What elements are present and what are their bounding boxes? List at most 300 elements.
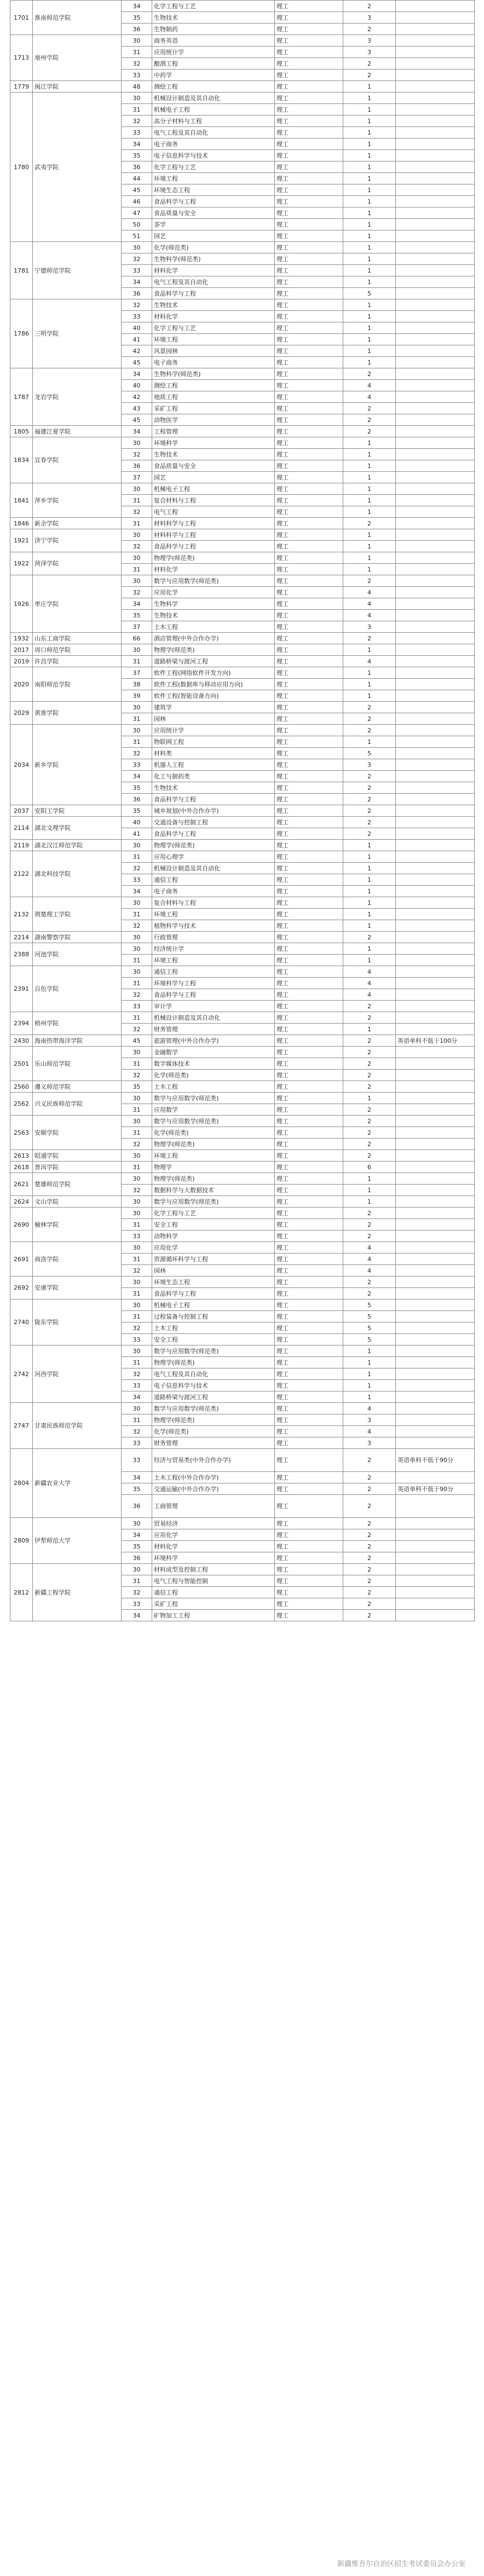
remark-cell xyxy=(396,47,475,58)
plan-count-cell: 3 xyxy=(343,759,396,771)
remark-cell xyxy=(396,840,475,851)
major-name-cell: 园艺 xyxy=(152,230,275,242)
major-name-cell: 环境工程 xyxy=(152,909,275,920)
major-code-cell: 33 xyxy=(122,1334,152,1345)
remark-cell xyxy=(396,1541,475,1552)
remark-cell xyxy=(396,70,475,81)
institution-name-cell: 萍乡学院 xyxy=(33,483,122,518)
institution-name-cell: 甘肃民族师范学院 xyxy=(33,1403,122,1449)
major-code-cell: 31 xyxy=(122,656,152,667)
subject-category-cell: 理工 xyxy=(275,932,343,943)
plan-count-cell: 3 xyxy=(343,1414,396,1426)
major-code-cell: 32 xyxy=(122,1426,152,1437)
subject-category-cell: 理工 xyxy=(275,506,343,518)
subject-category-cell: 理工 xyxy=(275,564,343,575)
institution-code-cell: 2613 xyxy=(10,1150,33,1162)
major-name-cell: 环境生态工程 xyxy=(152,184,275,196)
subject-category-cell: 理工 xyxy=(275,610,343,621)
plan-count-cell: 1 xyxy=(343,449,396,460)
institution-name-cell: 菏泽学院 xyxy=(33,552,122,575)
subject-category-cell: 理工 xyxy=(275,1598,343,1610)
remark-cell: 英语单科不低于90分 xyxy=(396,1483,475,1495)
plan-count-cell: 2 xyxy=(343,1277,396,1288)
major-code-cell: 31 xyxy=(122,1414,152,1426)
subject-category-cell: 理工 xyxy=(275,656,343,667)
major-code-cell: 41 xyxy=(122,828,152,840)
plan-count-cell: 4 xyxy=(343,1403,396,1414)
plan-count-cell: 4 xyxy=(343,1265,396,1277)
major-code-cell: 31 xyxy=(122,1127,152,1139)
plan-count-cell: 3 xyxy=(343,47,396,58)
major-name-cell: 应用化学 xyxy=(152,1529,275,1541)
remark-cell xyxy=(396,863,475,874)
major-name-cell: 食品科学与工程 xyxy=(152,1288,275,1299)
remark-cell xyxy=(396,184,475,196)
plan-count-cell: 1 xyxy=(343,529,396,541)
subject-category-cell: 理工 xyxy=(275,920,343,932)
plan-count-cell: 4 xyxy=(343,989,396,1001)
remark-cell xyxy=(396,391,475,403)
major-code-cell: 31 xyxy=(122,1219,152,1231)
plan-count-cell: 1 xyxy=(343,322,396,334)
remark-cell xyxy=(396,1265,475,1277)
major-code-cell: 37 xyxy=(122,621,152,633)
plan-count-cell: 3 xyxy=(343,35,396,47)
major-name-cell: 生物技术 xyxy=(152,12,275,24)
major-code-cell: 31 xyxy=(122,47,152,58)
institution-code-cell: 2017 xyxy=(10,644,33,656)
major-name-cell: 酿酒工程 xyxy=(152,58,275,70)
major-code-cell: 35 xyxy=(122,1541,152,1552)
major-code-cell: 47 xyxy=(122,207,152,219)
institution-name-cell: 楚雄师范学院 xyxy=(33,1173,122,1196)
remark-cell xyxy=(396,1185,475,1196)
remark-cell xyxy=(396,541,475,552)
major-name-cell: 食品质量与安全 xyxy=(152,460,275,472)
table-row xyxy=(10,1345,475,1357)
plan-count-cell: 1 xyxy=(343,1093,396,1104)
subject-category-cell: 理工 xyxy=(275,955,343,966)
major-code-cell: 31 xyxy=(122,713,152,725)
major-name-cell: 机械电子工程 xyxy=(152,104,275,115)
major-name-cell: 材料化学 xyxy=(152,1541,275,1552)
major-name-cell: 材料科学与工程 xyxy=(152,518,275,529)
plan-count-cell: 1 xyxy=(343,909,396,920)
plan-count-cell: 2 xyxy=(343,1495,396,1518)
major-name-cell: 电子信息科学与技术 xyxy=(152,1380,275,1391)
subject-category-cell: 理工 xyxy=(275,1093,343,1104)
major-name-cell: 物理学(师范类) xyxy=(152,1414,275,1426)
remark-cell xyxy=(396,529,475,541)
major-code-cell: 30 xyxy=(122,1403,152,1414)
remark-cell xyxy=(396,886,475,897)
major-name-cell: 风景园林 xyxy=(152,345,275,357)
major-code-cell: 31 xyxy=(122,1311,152,1322)
subject-category-cell: 理工 xyxy=(275,368,343,380)
plan-count-cell: 2 xyxy=(343,1472,396,1483)
remark-cell xyxy=(396,610,475,621)
major-code-cell: 33 xyxy=(122,759,152,771)
remark-cell xyxy=(396,1345,475,1357)
major-code-cell: 32 xyxy=(122,1587,152,1598)
institution-code-cell: 2119 xyxy=(10,840,33,851)
table-row xyxy=(10,1196,475,1208)
major-code-cell: 30 xyxy=(122,897,152,909)
subject-category-cell: 理工 xyxy=(275,35,343,47)
subject-category-cell: 理工 xyxy=(275,897,343,909)
institution-name-cell: 梧州学院 xyxy=(33,1012,122,1035)
subject-category-cell: 理工 xyxy=(275,1610,343,1621)
major-code-cell: 31 xyxy=(122,736,152,748)
remark-cell xyxy=(396,1610,475,1621)
subject-category-cell: 理工 xyxy=(275,702,343,713)
remark-cell xyxy=(396,1288,475,1299)
major-code-cell: 31 xyxy=(122,564,152,575)
major-code-cell: 31 xyxy=(122,1288,152,1299)
table-row xyxy=(10,1047,475,1058)
subject-category-cell: 理工 xyxy=(275,1483,343,1495)
remark-cell xyxy=(396,449,475,460)
remark-cell xyxy=(396,920,475,932)
table-row xyxy=(10,817,475,828)
remark-cell xyxy=(396,1299,475,1311)
remark-cell xyxy=(396,1529,475,1541)
institution-name-cell: 河西学院 xyxy=(33,1345,122,1403)
plan-count-cell: 2 xyxy=(343,1598,396,1610)
subject-category-cell: 理工 xyxy=(275,299,343,311)
major-name-cell: 电气工程及其自动化 xyxy=(152,276,275,288)
plan-count-cell: 1 xyxy=(343,472,396,483)
major-code-cell: 33 xyxy=(122,1380,152,1391)
plan-count-cell: 2 xyxy=(343,426,396,437)
table-row xyxy=(10,932,475,943)
remark-cell xyxy=(396,253,475,265)
table-row xyxy=(10,552,475,564)
subject-category-cell: 理工 xyxy=(275,552,343,564)
subject-category-cell: 理工 xyxy=(275,771,343,782)
subject-category-cell: 理工 xyxy=(275,644,343,656)
plan-count-cell: 2 xyxy=(343,403,396,414)
major-name-cell: 生物制药 xyxy=(152,24,275,35)
institution-code-cell: 2562 xyxy=(10,1093,33,1116)
major-code-cell: 32 xyxy=(122,1139,152,1150)
major-name-cell: 生物技术 xyxy=(152,610,275,621)
subject-category-cell: 理工 xyxy=(275,1162,343,1173)
subject-category-cell: 理工 xyxy=(275,403,343,414)
major-name-cell: 材料化学 xyxy=(152,311,275,322)
table-row xyxy=(10,575,475,587)
major-code-cell: 33 xyxy=(122,127,152,138)
institution-code-cell: 2618 xyxy=(10,1162,33,1173)
plan-count-cell: 1 xyxy=(343,667,396,679)
major-code-cell: 35 xyxy=(122,150,152,161)
major-name-cell: 生物技术 xyxy=(152,449,275,460)
plan-count-cell: 1 xyxy=(343,495,396,506)
table-row xyxy=(10,368,475,380)
subject-category-cell: 理工 xyxy=(275,978,343,989)
subject-category-cell: 理工 xyxy=(275,1472,343,1483)
major-code-cell: 30 xyxy=(122,1277,152,1288)
plan-count-cell: 4 xyxy=(343,966,396,978)
plan-count-cell: 1 xyxy=(343,437,396,449)
institution-code-cell: 1932 xyxy=(10,633,33,644)
institution-code-cell: 2747 xyxy=(10,1403,33,1449)
subject-category-cell: 理工 xyxy=(275,1139,343,1150)
subject-category-cell: 理工 xyxy=(275,598,343,610)
major-name-cell: 土木工程(中外合作办学) xyxy=(152,1472,275,1483)
plan-count-cell: 2 xyxy=(343,1288,396,1299)
institution-name-cell: 文山学院 xyxy=(33,1196,122,1208)
major-code-cell: 35 xyxy=(122,610,152,621)
remark-cell xyxy=(396,265,475,276)
remark-cell xyxy=(396,1322,475,1334)
institution-code-cell: 2029 xyxy=(10,702,33,725)
institution-code-cell: 2114 xyxy=(10,817,33,840)
plan-count-cell: 2 xyxy=(343,1449,396,1472)
remark-cell xyxy=(396,1598,475,1610)
subject-category-cell: 理工 xyxy=(275,265,343,276)
major-name-cell: 交通设备与控制工程 xyxy=(152,817,275,828)
plan-count-cell: 2 xyxy=(343,1035,396,1047)
major-name-cell: 园林 xyxy=(152,1265,275,1277)
major-code-cell: 33 xyxy=(122,70,152,81)
major-code-cell: 30 xyxy=(122,644,152,656)
major-name-cell: 复合材料与工程 xyxy=(152,897,275,909)
major-code-cell: 48 xyxy=(122,81,152,93)
plan-count-cell: 1 xyxy=(343,196,396,207)
major-code-cell: 44 xyxy=(122,173,152,184)
remark-cell xyxy=(396,299,475,311)
major-name-cell: 化学(师范类) xyxy=(152,1070,275,1081)
institution-name-cell: 周口师范学院 xyxy=(33,644,122,656)
remark-cell xyxy=(396,633,475,644)
plan-count-cell: 2 xyxy=(343,1,396,12)
remark-cell xyxy=(396,472,475,483)
major-name-cell: 安全工程 xyxy=(152,1334,275,1345)
table-row xyxy=(10,633,475,644)
remark-cell xyxy=(396,1277,475,1288)
table-row xyxy=(10,702,475,713)
plan-count-cell: 2 xyxy=(343,1552,396,1564)
major-name-cell: 材料化学 xyxy=(152,564,275,575)
table-row xyxy=(10,1173,475,1185)
plan-count-cell: 1 xyxy=(343,541,396,552)
major-code-cell: 30 xyxy=(122,1564,152,1575)
subject-category-cell: 理工 xyxy=(275,161,343,173)
subject-category-cell: 理工 xyxy=(275,1208,343,1219)
major-code-cell: 36 xyxy=(122,1495,152,1518)
plan-count-cell: 1 xyxy=(343,1185,396,1196)
remark-cell xyxy=(396,276,475,288)
remark-cell xyxy=(396,380,475,391)
remark-cell xyxy=(396,621,475,633)
plan-count-cell: 4 xyxy=(343,978,396,989)
plan-count-cell: 1 xyxy=(343,138,396,150)
subject-category-cell: 理工 xyxy=(275,1403,343,1414)
subject-category-cell: 理工 xyxy=(275,483,343,495)
major-code-cell: 35 xyxy=(122,782,152,794)
plan-count-cell: 2 xyxy=(343,1139,396,1150)
major-code-cell: 30 xyxy=(122,93,152,104)
institution-code-cell: 1926 xyxy=(10,575,33,633)
major-name-cell: 茶学 xyxy=(152,219,275,230)
remark-cell xyxy=(396,1150,475,1162)
subject-category-cell: 理工 xyxy=(275,184,343,196)
major-name-cell: 财务管理 xyxy=(152,1437,275,1449)
subject-category-cell: 理工 xyxy=(275,58,343,70)
major-code-cell: 31 xyxy=(122,1058,152,1070)
plan-count-cell: 1 xyxy=(343,897,396,909)
subject-category-cell: 理工 xyxy=(275,736,343,748)
remark-cell xyxy=(396,1219,475,1231)
remark-cell xyxy=(396,679,475,690)
plan-count-cell: 4 xyxy=(343,656,396,667)
table-row xyxy=(10,897,475,909)
major-code-cell: 30 xyxy=(122,1299,152,1311)
major-code-cell: 31 xyxy=(122,104,152,115)
subject-category-cell: 理工 xyxy=(275,1299,343,1311)
subject-category-cell: 理工 xyxy=(275,150,343,161)
major-code-cell: 35 xyxy=(122,1081,152,1093)
plan-count-cell: 1 xyxy=(343,93,396,104)
plan-count-cell: 1 xyxy=(343,127,396,138)
major-code-cell: 36 xyxy=(122,1552,152,1564)
remark-cell xyxy=(396,564,475,575)
subject-category-cell: 理工 xyxy=(275,759,343,771)
major-code-cell: 31 xyxy=(122,851,152,863)
remark-cell: 英语单科不低于90分 xyxy=(396,1449,475,1472)
plan-count-cell: 1 xyxy=(343,1391,396,1403)
major-name-cell: 数学与应用数学(师范类) xyxy=(152,1116,275,1127)
subject-category-cell: 理工 xyxy=(275,93,343,104)
subject-category-cell: 理工 xyxy=(275,1357,343,1368)
remark-cell xyxy=(396,667,475,679)
major-name-cell: 数据科学与大数据技术 xyxy=(152,1185,275,1196)
major-code-cell: 34 xyxy=(122,276,152,288)
remark-cell xyxy=(396,1116,475,1127)
major-name-cell: 物理学(师范类) xyxy=(152,1173,275,1185)
plan-count-cell: 1 xyxy=(343,334,396,345)
plan-count-cell: 2 xyxy=(343,1150,396,1162)
major-name-cell: 金融数学 xyxy=(152,1047,275,1058)
remark-cell xyxy=(396,1254,475,1265)
major-code-cell: 30 xyxy=(122,1196,152,1208)
major-name-cell: 生物科学(师范类) xyxy=(152,368,275,380)
remark-cell xyxy=(396,345,475,357)
remark-cell xyxy=(396,506,475,518)
major-name-cell: 植物科学与技术 xyxy=(152,920,275,932)
subject-category-cell: 理工 xyxy=(275,311,343,322)
institution-code-cell: 1921 xyxy=(10,529,33,552)
major-code-cell: 30 xyxy=(122,932,152,943)
subject-category-cell: 理工 xyxy=(275,874,343,886)
remark-cell xyxy=(396,115,475,127)
remark-cell xyxy=(396,943,475,955)
subject-category-cell: 理工 xyxy=(275,633,343,644)
subject-category-cell: 理工 xyxy=(275,104,343,115)
major-code-cell: 35 xyxy=(122,805,152,817)
remark-cell xyxy=(396,736,475,748)
plan-count-cell: 2 xyxy=(343,771,396,782)
plan-count-cell: 1 xyxy=(343,1345,396,1357)
institution-name-cell: 湖北科技学院 xyxy=(33,851,122,897)
subject-category-cell: 理工 xyxy=(275,1426,343,1437)
plan-count-cell: 1 xyxy=(343,184,396,196)
plan-count-cell: 2 xyxy=(343,1116,396,1127)
table-row xyxy=(10,1012,475,1024)
institution-name-cell: 龙岩学院 xyxy=(33,368,122,426)
institution-code-cell: 2020 xyxy=(10,667,33,702)
remark-cell xyxy=(396,1403,475,1414)
major-name-cell: 应用化学 xyxy=(152,1242,275,1254)
major-name-cell: 测绘工程 xyxy=(152,81,275,93)
subject-category-cell: 理工 xyxy=(275,1552,343,1564)
subject-category-cell: 理工 xyxy=(275,909,343,920)
institution-name-cell: 新疆农业大学 xyxy=(33,1449,122,1518)
major-name-cell: 通信工程 xyxy=(152,1587,275,1598)
major-name-cell: 材料科学与工程 xyxy=(152,529,275,541)
major-code-cell: 32 xyxy=(122,115,152,127)
remark-cell xyxy=(396,1070,475,1081)
plan-count-cell: 1 xyxy=(343,299,396,311)
plan-count-cell: 1 xyxy=(343,230,396,242)
major-name-cell: 电子信息科学与技术 xyxy=(152,150,275,161)
table-row xyxy=(10,81,475,93)
major-code-cell: 31 xyxy=(122,1162,152,1173)
major-code-cell: 34 xyxy=(122,138,152,150)
major-code-cell: 30 xyxy=(122,242,152,253)
major-name-cell: 数学与应用数学(师范类) xyxy=(152,1093,275,1104)
subject-category-cell: 理工 xyxy=(275,541,343,552)
remark-cell xyxy=(396,403,475,414)
major-name-cell: 环境工程 xyxy=(152,955,275,966)
major-code-cell: 32 xyxy=(122,1368,152,1380)
major-code-cell: 45 xyxy=(122,1035,152,1047)
institution-name-cell: 山东工商学院 xyxy=(33,633,122,644)
remark-cell xyxy=(396,1472,475,1483)
major-code-cell: 32 xyxy=(122,989,152,1001)
subject-category-cell: 理工 xyxy=(275,115,343,127)
major-code-cell: 39 xyxy=(122,690,152,702)
institution-name-cell: 商洛学院 xyxy=(33,1242,122,1277)
subject-category-cell: 理工 xyxy=(275,1368,343,1380)
institution-name-cell: 海南热带海洋学院 xyxy=(33,1035,122,1047)
remark-cell xyxy=(396,978,475,989)
major-name-cell: 化学(师范类) xyxy=(152,242,275,253)
institution-name-cell: 武夷学院 xyxy=(33,93,122,242)
table-row xyxy=(10,35,475,47)
subject-category-cell: 理工 xyxy=(275,679,343,690)
table-row xyxy=(10,725,475,736)
plan-count-cell: 1 xyxy=(343,644,396,656)
plan-count-cell: 1 xyxy=(343,104,396,115)
plan-count-cell: 1 xyxy=(343,161,396,173)
institution-code-cell: 2742 xyxy=(10,1345,33,1403)
major-name-cell: 贸易经济 xyxy=(152,1518,275,1529)
plan-count-cell: 2 xyxy=(343,782,396,794)
major-name-cell: 机械设计制造及其自动化 xyxy=(152,1012,275,1024)
major-name-cell: 物理学(师范类) xyxy=(152,1357,275,1368)
major-name-cell: 环境科学与工程 xyxy=(152,978,275,989)
major-code-cell: 32 xyxy=(122,58,152,70)
table-row xyxy=(10,1564,475,1575)
remark-cell xyxy=(396,288,475,299)
table-row xyxy=(10,93,475,104)
plan-count-cell: 3 xyxy=(343,12,396,24)
major-name-cell: 材料类 xyxy=(152,748,275,759)
institution-name-cell: 湖南警察学院 xyxy=(33,932,122,943)
institution-code-cell: 1846 xyxy=(10,518,33,529)
